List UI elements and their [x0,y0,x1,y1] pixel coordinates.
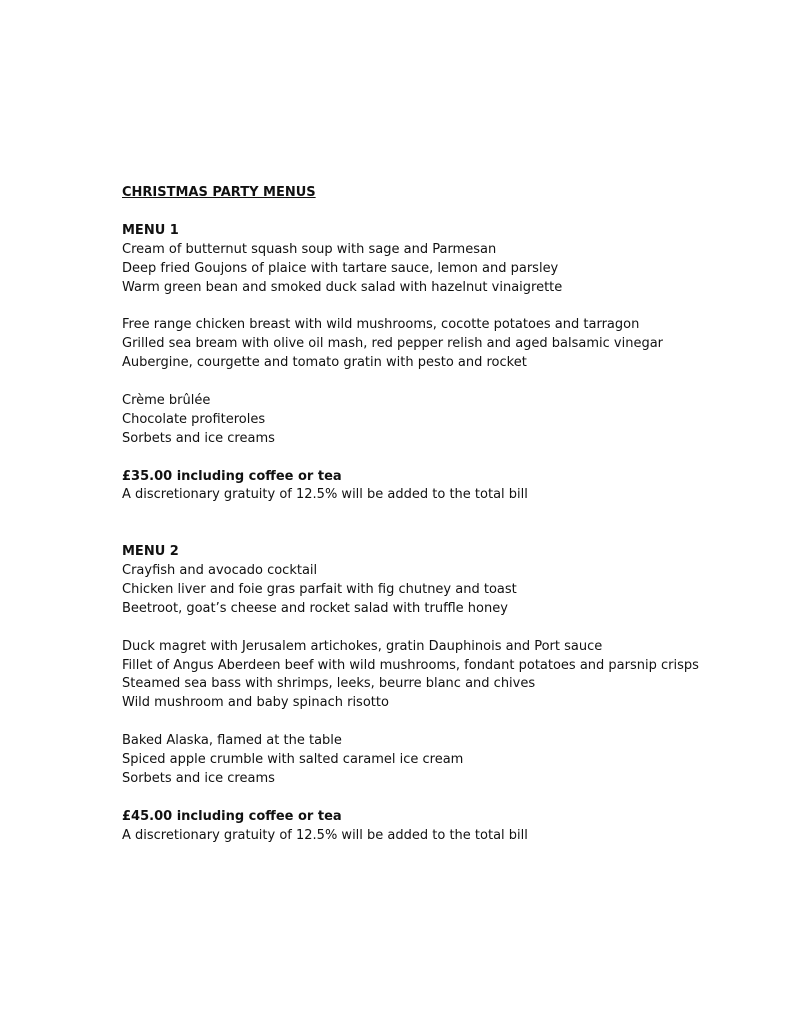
starter-item: Crayfish and avocado cocktail [122,563,318,579]
starter-item: Chicken liver and foie gras parfait with fig chutney and toast [122,581,517,597]
menu-heading: MENU 1 [122,222,179,238]
dessert-item: Spiced apple crumble with salted caramel ice cream [122,752,464,768]
desserts-list [122,732,762,789]
starters-list [122,562,762,619]
main-item: Steamed sea bass with shrimps, leeks, beurre blanc and chives [122,676,536,692]
gratuity-note: A discretionary gratuity of 12.5% will be added to the total bill [122,827,528,843]
desserts-list [122,392,762,449]
document-title: CHRISTMAS PARTY MENUS [122,185,316,200]
dessert-item: Chocolate profiteroles [122,411,266,427]
menu-price: £35.00 including coffee or tea [122,468,342,484]
main-item: Duck magret with Jerusalem artichokes, gratin Dauphinois and Port sauce [122,638,603,654]
dessert-item: Baked Alaska, flamed at the table [122,733,342,749]
menu-2-section [122,543,762,845]
menu-document [122,184,762,846]
main-item: Wild mushroom and baby spinach risotto [122,695,389,711]
spacer [122,619,762,638]
main-item: Aubergine, courgette and tomato gratin with pesto and rocket [122,355,527,371]
dessert-item: Crème brûlée [122,392,211,408]
starter-item: Deep fried Goujons of plaice with tartare sauce, lemon and parsley [122,260,559,276]
spacer [122,449,762,468]
starters-list [122,241,762,298]
spacer [122,789,762,808]
spacer [122,297,762,316]
starter-item: Cream of butternut squash soup with sage and Parmesan [122,241,497,257]
spacer [122,373,762,392]
spacer [122,505,762,543]
starter-item: Warm green bean and smoked duck salad with hazelnut vinaigrette [122,279,563,295]
spacer [122,713,762,732]
dessert-item: Sorbets and ice creams [122,770,275,786]
dessert-item: Sorbets and ice creams [122,430,275,446]
main-item: Fillet of Angus Aberdeen beef with wild mushrooms, fondant potatoes and parsnip crisps [122,657,699,673]
gratuity-note: A discretionary gratuity of 12.5% will be added to the total bill [122,487,528,503]
main-item: Free range chicken breast with wild mushrooms, cocotte potatoes and tarragon [122,317,640,333]
menu-1-section [122,222,762,506]
starter-item: Beetroot, goat’s cheese and rocket salad with truffle honey [122,600,508,616]
main-item: Grilled sea bream with olive oil mash, red pepper relish and aged balsamic vinegar [122,336,664,352]
mains-list [122,638,762,714]
menu-heading: MENU 2 [122,544,179,560]
mains-list [122,316,762,373]
menu-price: £45.00 including coffee or tea [122,808,342,824]
